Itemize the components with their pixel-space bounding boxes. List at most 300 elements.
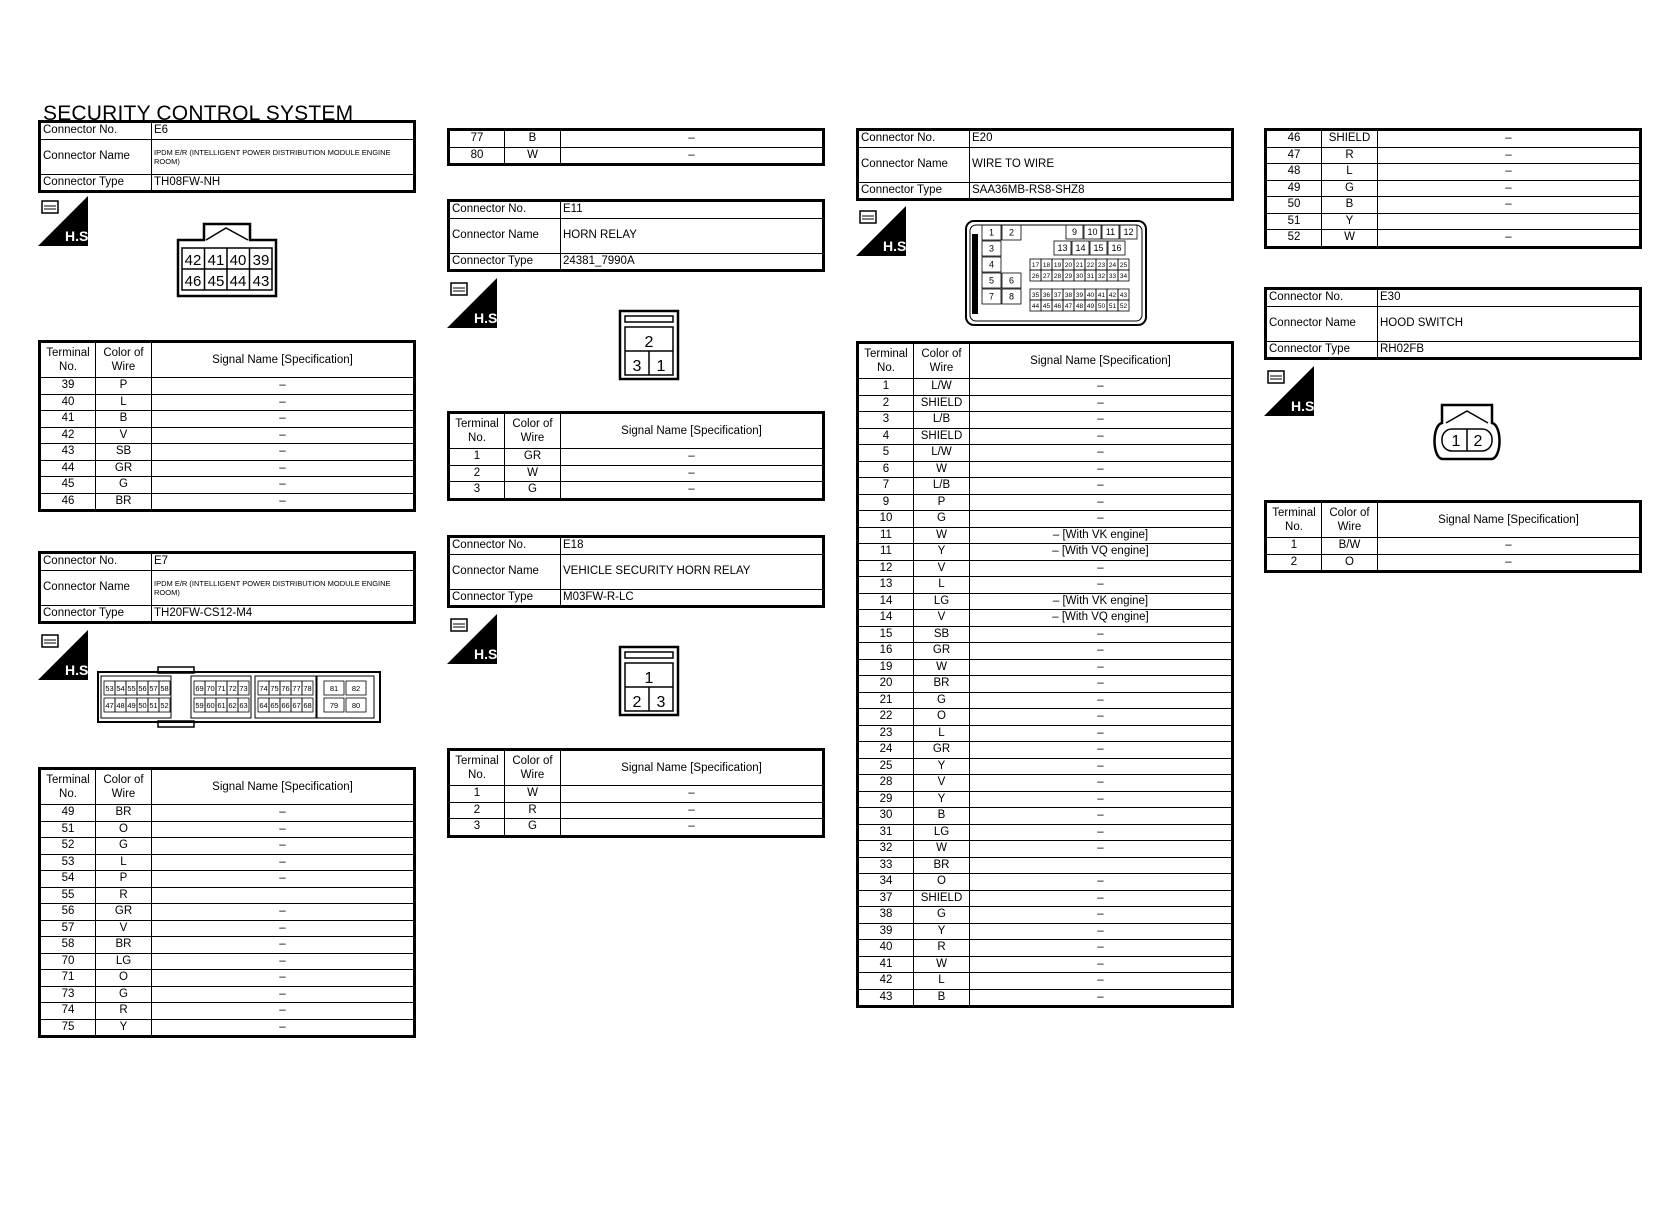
pin-label: 28: [1053, 272, 1062, 280]
pin-row: [858, 461, 1233, 478]
wire-color-cell: G: [914, 692, 970, 709]
pin-label: 2: [644, 334, 654, 351]
terminal-no-cell: 28: [858, 775, 914, 792]
signal-name-cell: –: [970, 560, 1233, 577]
connector-no-label: Connector No.: [449, 201, 561, 219]
terminal-no-cell: 46: [40, 493, 96, 511]
terminal-no-cell: 3: [858, 412, 914, 429]
connector-e18-info: [447, 535, 825, 608]
wire-color-cell: L/W: [914, 379, 970, 396]
signal-name-cell: –: [152, 937, 415, 954]
pin-label: 27: [1042, 272, 1051, 280]
signal-name-cell: [1378, 213, 1641, 230]
wire-color-cell: B: [96, 411, 152, 428]
pin-label: 7: [988, 291, 995, 302]
harness-side-icon: [447, 614, 502, 664]
pin-label: 52: [160, 701, 169, 710]
wire-color-cell: P: [96, 378, 152, 395]
terminal-no-cell: 2: [858, 395, 914, 412]
signal-name-cell: –: [970, 395, 1233, 412]
pin-label: 40: [1086, 291, 1095, 299]
signal-name-cell: –: [970, 412, 1233, 429]
pin-row: [858, 989, 1233, 1007]
connector-e6-face-diagram: [176, 218, 278, 298]
wire-color-cell: P: [914, 494, 970, 511]
pin-row: [858, 412, 1233, 429]
pin-label: 57: [149, 684, 158, 693]
signal-name-cell: –: [152, 920, 415, 937]
signal-name-cell: –: [970, 956, 1233, 973]
pin-row: [449, 482, 824, 500]
connector-e6-info: [38, 120, 416, 193]
wire-color-cell: R: [505, 802, 561, 819]
wire-color-cell: L: [914, 725, 970, 742]
signal-name-cell: –: [152, 444, 415, 461]
signal-name-cell: –: [970, 824, 1233, 841]
pin-label: 50: [138, 701, 147, 710]
pin-row: [858, 824, 1233, 841]
pin-label: 82: [351, 684, 361, 693]
pin-row: [858, 758, 1233, 775]
signal-name-cell: –: [1378, 147, 1641, 164]
pin-label: 6: [1008, 275, 1015, 286]
signal-name-cell: –: [152, 1019, 415, 1037]
signal-name-cell: –: [152, 986, 415, 1003]
signal-name-cell: –: [970, 742, 1233, 759]
pin-row: [40, 1003, 415, 1020]
terminal-no-cell: 21: [858, 692, 914, 709]
terminal-no-cell: 41: [858, 956, 914, 973]
signal-name-cell: –: [152, 427, 415, 444]
terminal-no-cell: 23: [858, 725, 914, 742]
pin-label: 75: [270, 684, 279, 693]
connector-e30-pin-table: [1264, 500, 1642, 573]
wire-color-cell: Y: [1322, 213, 1378, 230]
connector-name-value: HOOD SWITCH: [1378, 306, 1641, 341]
signal-name-cell: –: [970, 709, 1233, 726]
pin-label: 62: [228, 701, 237, 710]
color-of-wire-header: Color of Wire: [96, 342, 152, 378]
pin-row: [858, 692, 1233, 709]
pin-row: [858, 907, 1233, 924]
pin-label: 81: [329, 684, 339, 693]
pin-row: [858, 395, 1233, 412]
wire-color-cell: G: [505, 819, 561, 837]
signal-name-cell: – [With VQ engine]: [970, 544, 1233, 561]
connector-name-label: Connector Name: [858, 147, 970, 182]
signal-name-cell: –: [561, 802, 824, 819]
page-title: SECURITY CONTROL SYSTEM: [43, 102, 354, 125]
wire-color-cell: B: [914, 808, 970, 825]
signal-name-cell: –: [970, 907, 1233, 924]
pin-label: 32: [1097, 272, 1106, 280]
pin-label: 46: [184, 273, 202, 290]
connector-e30-face-diagram: [1430, 403, 1504, 461]
wire-color-cell: L/B: [914, 412, 970, 429]
terminal-no-cell: 13: [858, 577, 914, 594]
pin-label: 2: [1473, 433, 1483, 450]
signal-name-cell: –: [970, 478, 1233, 495]
terminal-no-cell: 42: [858, 973, 914, 990]
terminal-no-cell: 19: [858, 659, 914, 676]
signal-name-cell: –: [152, 970, 415, 987]
pin-label: 29: [1064, 272, 1073, 280]
wire-color-cell: SHIELD: [1322, 130, 1378, 148]
connector-no-label: Connector No.: [40, 553, 152, 571]
wire-color-cell: O: [96, 821, 152, 838]
signal-name-cell: –: [1378, 164, 1641, 181]
signal-name-cell: –: [152, 805, 415, 822]
terminal-no-cell: 10: [858, 511, 914, 528]
wire-color-cell: B: [1322, 197, 1378, 214]
signal-name-cell: –: [970, 923, 1233, 940]
pin-label: 78: [303, 684, 312, 693]
pin-row: [858, 676, 1233, 693]
wire-color-cell: L/B: [914, 478, 970, 495]
signal-name-cell: –: [970, 775, 1233, 792]
pin-row: [449, 786, 824, 803]
signal-name-header: Signal Name [Specification]: [152, 342, 415, 378]
terminal-no-cell: 50: [1266, 197, 1322, 214]
pin-row: [1266, 130, 1641, 148]
pin-label: 42: [184, 252, 202, 269]
pin-label: 53: [105, 684, 114, 693]
signal-name-cell: –: [970, 841, 1233, 858]
pin-label: 3: [632, 358, 642, 375]
pin-row: [449, 802, 824, 819]
wire-color-cell: SB: [96, 444, 152, 461]
signal-name-cell: –: [152, 838, 415, 855]
pin-row: [858, 445, 1233, 462]
signal-name-cell: –: [152, 493, 415, 511]
connector-e18-face-diagram: [618, 645, 680, 717]
pin-label: 68: [303, 701, 312, 710]
pin-label: 21: [1075, 261, 1084, 269]
pin-label: 52: [1119, 302, 1128, 310]
pin-row: [858, 890, 1233, 907]
pin-row: [1266, 164, 1641, 181]
wire-color-cell: O: [1322, 554, 1378, 572]
connector-e11-pin-table: [447, 411, 825, 501]
signal-name-cell: –: [561, 465, 824, 482]
wire-color-cell: GR: [96, 904, 152, 921]
pin-label: 69: [195, 684, 204, 693]
connector-name-label: Connector Name: [449, 218, 561, 253]
pin-label: 56: [138, 684, 147, 693]
wire-color-cell: V: [96, 427, 152, 444]
connector-name-label: Connector Name: [40, 139, 152, 174]
connector-type-value: TH08FW-NH: [152, 174, 415, 192]
terminal-no-cell: 47: [1266, 147, 1322, 164]
pin-label: 51: [149, 701, 158, 710]
terminal-no-cell: 49: [1266, 180, 1322, 197]
signal-name-cell: –: [561, 819, 824, 837]
signal-name-cell: –: [970, 659, 1233, 676]
connector-name-value: HORN RELAY: [561, 218, 824, 253]
wire-color-cell: BR: [96, 493, 152, 511]
connector-no-value: E7: [152, 553, 415, 571]
signal-name-cell: –: [152, 477, 415, 494]
pin-row: [858, 874, 1233, 891]
signal-name-cell: –: [970, 874, 1233, 891]
pin-row: [40, 444, 415, 461]
terminal-no-cell: 34: [858, 874, 914, 891]
terminal-no-cell: 71: [40, 970, 96, 987]
signal-name-cell: –: [970, 890, 1233, 907]
terminal-no-cell: 40: [858, 940, 914, 957]
terminal-no-cell: 33: [858, 857, 914, 874]
signal-name-cell: –: [152, 411, 415, 428]
terminal-no-header: Terminal No.: [449, 750, 505, 786]
connector-type-value: SAA36MB-RS8-SHZ8: [970, 182, 1233, 200]
pin-row: [40, 854, 415, 871]
terminal-no-cell: 5: [858, 445, 914, 462]
wire-color-cell: G: [1322, 180, 1378, 197]
wire-color-cell: W: [1322, 230, 1378, 248]
pin-label: 20: [1064, 261, 1073, 269]
signal-name-cell: –: [970, 577, 1233, 594]
pin-label: 45: [207, 273, 225, 290]
connector-no-value: E18: [561, 537, 824, 555]
terminal-no-cell: 2: [449, 802, 505, 819]
wire-color-cell: V: [914, 775, 970, 792]
connector-e20-pin-table: [856, 341, 1234, 1008]
harness-side-icon: [38, 196, 93, 246]
connector-e30-info: [1264, 287, 1642, 360]
harness-side-icon: [447, 278, 502, 328]
wire-color-cell: Y: [914, 758, 970, 775]
pin-label: 43: [252, 273, 270, 290]
wire-color-cell: W: [914, 956, 970, 973]
signal-name-cell: – [With VK engine]: [970, 527, 1233, 544]
terminal-no-cell: 75: [40, 1019, 96, 1037]
pin-row: [858, 808, 1233, 825]
signal-name-cell: –: [561, 130, 824, 148]
harness-side-icon: [38, 630, 93, 680]
terminal-no-cell: 4: [858, 428, 914, 445]
connector-e11-info: [447, 199, 825, 272]
wire-color-cell: G: [914, 907, 970, 924]
terminal-no-cell: 43: [40, 444, 96, 461]
connector-e20-face-diagram: [964, 219, 1148, 327]
signal-name-cell: –: [1378, 554, 1641, 572]
pin-label: 72: [228, 684, 237, 693]
terminal-no-cell: 48: [1266, 164, 1322, 181]
terminal-no-cell: 42: [40, 427, 96, 444]
signal-name-cell: –: [970, 940, 1233, 957]
connector-type-value: TH20FW-CS12-M4: [152, 605, 415, 623]
pin-row: [1266, 230, 1641, 248]
wire-color-cell: LG: [914, 824, 970, 841]
wire-color-cell: W: [505, 465, 561, 482]
pin-label: 10: [1087, 227, 1098, 238]
connector-type-label: Connector Type: [449, 589, 561, 607]
pin-row: [40, 887, 415, 904]
pin-row: [449, 449, 824, 466]
connector-e20-info: [856, 128, 1234, 201]
signal-name-cell: –: [970, 808, 1233, 825]
wire-color-cell: Y: [914, 544, 970, 561]
pin-label: 59: [195, 701, 204, 710]
pin-label: 41: [207, 252, 225, 269]
connector-no-value: E6: [152, 122, 415, 140]
pin-label: 51: [1108, 302, 1117, 310]
pin-label: 70: [206, 684, 215, 693]
pin-row: [40, 460, 415, 477]
pin-label: 48: [116, 701, 125, 710]
pin-label: 36: [1042, 291, 1051, 299]
connector-e7-face-diagram: [96, 666, 382, 728]
pin-row: [1266, 147, 1641, 164]
pin-label: 11: [1105, 227, 1116, 238]
signal-name-cell: –: [561, 482, 824, 500]
pin-row: [858, 973, 1233, 990]
pin-row: [858, 725, 1233, 742]
terminal-no-cell: 52: [40, 838, 96, 855]
wire-color-cell: BR: [914, 857, 970, 874]
pin-row: [40, 871, 415, 888]
terminal-no-cell: 51: [40, 821, 96, 838]
signal-name-cell: –: [152, 1003, 415, 1020]
wire-color-cell: Y: [914, 791, 970, 808]
wire-color-cell: G: [96, 838, 152, 855]
pin-label: 45: [1042, 302, 1051, 310]
pin-label: 40: [229, 252, 247, 269]
pin-label: 41: [1097, 291, 1106, 299]
signal-name-cell: –: [970, 791, 1233, 808]
terminal-no-cell: 11: [858, 544, 914, 561]
pin-row: [858, 923, 1233, 940]
connector-type-label: Connector Type: [40, 174, 152, 192]
hs-label: H.S.: [474, 310, 502, 326]
terminal-no-cell: 54: [40, 871, 96, 888]
wire-color-cell: L: [914, 577, 970, 594]
pin-row: [858, 577, 1233, 594]
pin-row: [449, 147, 824, 165]
signal-name-cell: –: [152, 854, 415, 871]
pin-label: 33: [1108, 272, 1117, 280]
color-of-wire-header: Color of Wire: [1322, 502, 1378, 538]
pin-label: 60: [206, 701, 215, 710]
color-of-wire-header: Color of Wire: [505, 413, 561, 449]
connector-no-value: E30: [1378, 289, 1641, 307]
wire-color-cell: W: [505, 147, 561, 165]
pin-label: 58: [160, 684, 169, 693]
terminal-no-cell: 44: [40, 460, 96, 477]
terminal-no-cell: 39: [858, 923, 914, 940]
hs-label: H.S.: [1291, 398, 1319, 414]
terminal-no-cell: 1: [1266, 538, 1322, 555]
wire-color-cell: P: [96, 871, 152, 888]
signal-name-cell: –: [561, 786, 824, 803]
wire-color-cell: SHIELD: [914, 395, 970, 412]
terminal-no-cell: 1: [858, 379, 914, 396]
terminal-no-cell: 39: [40, 378, 96, 395]
connector-e7-pin-table-continued: [447, 128, 825, 166]
connector-e7-pin-table: [38, 767, 416, 1038]
terminal-no-cell: 38: [858, 907, 914, 924]
terminal-no-cell: 24: [858, 742, 914, 759]
pin-label: 4: [988, 259, 995, 270]
terminal-no-cell: 1: [449, 786, 505, 803]
terminal-no-header: Terminal No.: [40, 769, 96, 805]
pin-row: [40, 838, 415, 855]
signal-name-cell: –: [970, 511, 1233, 528]
wire-color-cell: W: [505, 786, 561, 803]
pin-label: 49: [1086, 302, 1095, 310]
harness-side-icon: [856, 206, 911, 256]
wire-color-cell: L: [914, 973, 970, 990]
terminal-no-cell: 3: [449, 819, 505, 837]
signal-name-cell: –: [970, 428, 1233, 445]
wire-color-cell: G: [914, 511, 970, 528]
connector-no-value: E20: [970, 130, 1233, 148]
wire-color-cell: G: [96, 477, 152, 494]
wire-color-cell: G: [96, 986, 152, 1003]
signal-name-cell: –: [970, 626, 1233, 643]
pin-row: [40, 920, 415, 937]
pin-row: [40, 805, 415, 822]
connector-name-value: VEHICLE SECURITY HORN RELAY: [561, 554, 824, 589]
signal-name-cell: – [With VK engine]: [970, 593, 1233, 610]
connector-name-value: IPDM E/R (INTELLIGENT POWER DISTRIBUTION MODULE ENGINE ROOM): [152, 139, 415, 174]
signal-name-cell: –: [152, 904, 415, 921]
pin-row: [449, 130, 824, 148]
color-of-wire-header: Color of Wire: [96, 769, 152, 805]
connector-e20-pin-table-continued: [1264, 128, 1642, 249]
pin-label: 38: [1064, 291, 1073, 299]
pin-row: [1266, 197, 1641, 214]
pin-label: 1: [644, 670, 654, 687]
pin-row: [40, 821, 415, 838]
pin-row: [858, 956, 1233, 973]
terminal-no-cell: 37: [858, 890, 914, 907]
wire-color-cell: G: [505, 482, 561, 500]
wire-color-cell: R: [914, 940, 970, 957]
pin-row: [40, 904, 415, 921]
pin-label: 1: [988, 227, 995, 238]
wire-color-cell: L: [96, 394, 152, 411]
wire-color-cell: Y: [914, 923, 970, 940]
pin-label: 66: [281, 701, 290, 710]
signal-name-cell: –: [152, 460, 415, 477]
pin-row: [858, 775, 1233, 792]
terminal-no-cell: 7: [858, 478, 914, 495]
signal-name-cell: –: [970, 692, 1233, 709]
pin-row: [858, 494, 1233, 511]
pin-label: 37: [1053, 291, 1062, 299]
pin-row: [1266, 180, 1641, 197]
wire-color-cell: B: [914, 989, 970, 1007]
terminal-no-cell: 1: [449, 449, 505, 466]
terminal-no-cell: 49: [40, 805, 96, 822]
signal-name-cell: [152, 887, 415, 904]
terminal-no-cell: 25: [858, 758, 914, 775]
pin-row: [858, 478, 1233, 495]
pin-row: [40, 427, 415, 444]
pin-label: 2: [1008, 227, 1015, 238]
wire-color-cell: GR: [96, 460, 152, 477]
pin-row: [858, 379, 1233, 396]
signal-name-cell: –: [970, 643, 1233, 660]
wire-color-cell: R: [96, 1003, 152, 1020]
connector-e7-info: [38, 551, 416, 624]
terminal-no-cell: 32: [858, 841, 914, 858]
signal-name-cell: [970, 857, 1233, 874]
signal-name-cell: –: [561, 449, 824, 466]
pin-label: 1: [656, 358, 666, 375]
signal-name-cell: –: [1378, 197, 1641, 214]
